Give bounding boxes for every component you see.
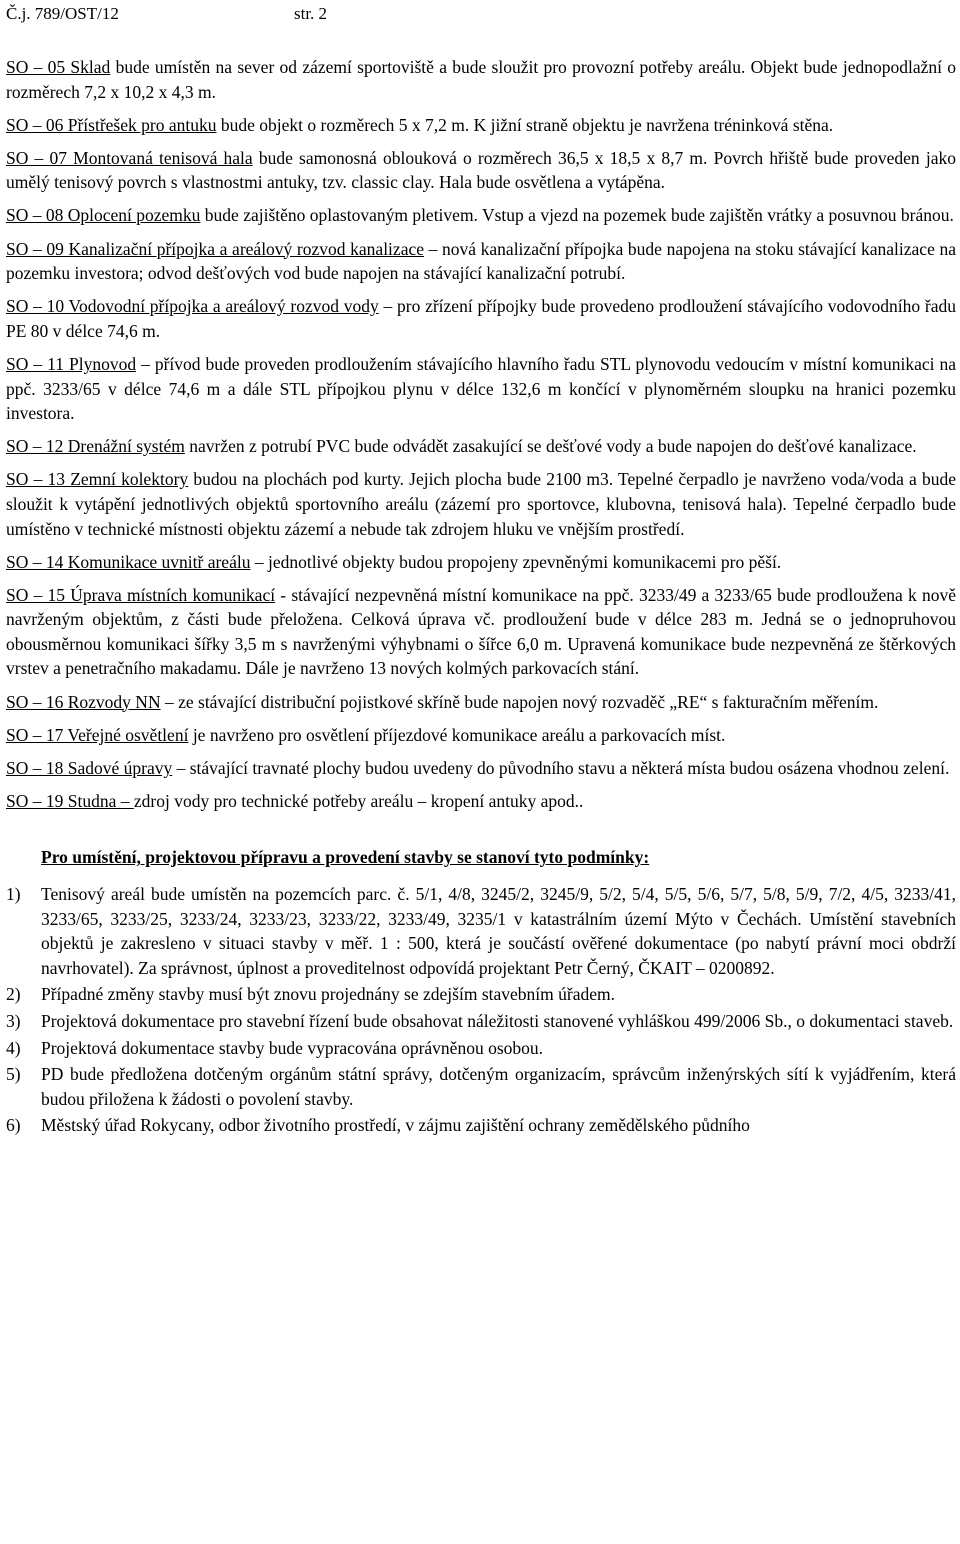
section-so-15: [6, 583, 956, 681]
condition-text: Projektová dokumentace stavby bude vypracována oprávněnou osobou.: [41, 1037, 544, 1058]
section-text: – přívod bude proveden prodloužením stávajícího hlavního řadu STL plynovodu vedoucím v místní komunikaci na ppč. 3233/65 v délce 74,6 m a dále STL přípojkou plynu v délce 132,6 m končící v plynoměrném sloupku na hranici pozemku investora.: [6, 353, 956, 424]
section-title: SO – 07 Montovaná tenisová hala: [6, 147, 253, 168]
section-text: – ze stávající distribuční pojistkové skříně bude napojen nový rozvaděč „RE“ s fakturačním měřením.: [160, 691, 879, 712]
section-so-05: [6, 55, 956, 104]
section-text: bude objekt o rozměrech 5 x 7,2 m. K jižní straně objektu je navržena tréninková stěna.: [216, 114, 834, 135]
document-body: [6, 55, 956, 1140]
conditions-heading: Pro umístění, projektovou přípravu a provedení stavby se stanoví tyto podmínky:: [41, 847, 650, 868]
condition-number: 5): [6, 1064, 21, 1085]
condition-item: [6, 1113, 956, 1138]
section-text: bude samonosná oblouková o rozměrech 36,5 x 18,5 x 8,7 m. Povrch hřiště bude proveden jako umělý tenisový povrch s vlastnostmi antuky, tzv. classic clay. Hala bude osvětlena a vytápěna.: [6, 147, 956, 193]
section-title: SO – 19 Studna –: [6, 790, 134, 811]
section-so-17: [6, 723, 956, 748]
section-title: SO – 13 Zemní kolektory: [6, 469, 189, 490]
condition-number: 2): [6, 984, 21, 1005]
document-reference: Č.j. 789/OST/12: [6, 4, 119, 23]
section-so-14: [6, 550, 956, 575]
section-so-08: [6, 203, 956, 228]
section-so-12: [6, 434, 956, 459]
condition-number: 6): [6, 1115, 21, 1136]
section-so-18: [6, 756, 956, 781]
section-title: SO – 11 Plynovod: [6, 353, 137, 374]
section-title: SO – 17 Veřejné osvětlení: [6, 724, 189, 745]
section-so-07: [6, 146, 956, 195]
condition-item: [6, 982, 956, 1007]
section-text: bude umístěn na sever od zázemí sportoviště a bude sloužit pro provozní potřeby areálu. Objekt bude jednopodlažní o rozměrech 7,2 x 10,2 x 4,3 m.: [6, 57, 957, 102]
condition-text: Městský úřad Rokycany, odbor životního prostředí, v zájmu zajištění ochrany zemědělského půdního: [41, 1115, 750, 1136]
condition-item: [6, 1036, 956, 1061]
section-text: – jednotlivé objekty budou propojeny zpevněnými komunikacemi pro pěší.: [250, 551, 782, 572]
condition-text: Případné změny stavby musí být znovu projednány se zdejším stavebním úřadem.: [41, 984, 615, 1005]
section-text: je navrženo pro osvětlení příjezdové komunikace areálu a parkovacích míst.: [188, 724, 726, 745]
section-text: – pro zřízení přípojky bude provedeno prodloužení stávajícího vodovodního řadu PE 80 v délce 74,6 m.: [6, 296, 956, 341]
section-so-10: [6, 294, 956, 343]
section-text: zdroj vody pro technické potřeby areálu – kropení antuky apod..: [133, 790, 584, 811]
section-title: SO – 09 Kanalizační přípojka a areálový rozvod kanalizace: [6, 238, 424, 259]
section-so-19: [6, 789, 956, 814]
page-header: [6, 4, 328, 24]
section-title: SO – 05 Sklad: [6, 57, 111, 77]
condition-number: 1): [6, 884, 21, 905]
section-so-11: [6, 352, 956, 426]
condition-number: 4): [6, 1037, 21, 1058]
section-so-16: [6, 690, 956, 715]
condition-item: [6, 1009, 956, 1034]
section-text: budou na plochách pod kurty. Jejich plocha bude 2100 m3. Tepelné čerpadlo je navrženo voda/voda a bude sloužit k vytápění jednotlivých objektů sportovního areálu (zázemí pro sportovce, klubovna, tenisová hala). Tepelné čerpadlo bude umístěno v technické místnosti objektu zázemí a nebude tak zdrojem hluku ve vnějším prostředí.: [6, 469, 957, 539]
section-text: – nová kanalizační přípojka bude napojena na stoku stávající kanalizace na pozemku investora; odvod dešťových vod bude napojen na stávající kanalizační potrubí.: [6, 238, 956, 284]
condition-item: [6, 1062, 956, 1111]
condition-text: Projektová dokumentace pro stavební řízení bude obsahovat náležitosti stanovené vyhláškou 499/2006 Sb., o dokumentaci staveb.: [41, 1011, 954, 1031]
section-title: SO – 14 Komunikace uvnitř areálu: [6, 551, 251, 572]
condition-number: 3): [6, 1011, 21, 1031]
section-text: – stávající travnaté plochy budou uvedeny do původního stavu a některá místa budou osázena vhodnou zelení.: [172, 757, 950, 778]
section-text: navržen z potrubí PVC bude odvádět zasakující se dešťové vody a bude napojen do dešťové kanalizace.: [184, 436, 917, 457]
section-so-13: [6, 467, 956, 541]
page-number: str. 2: [294, 4, 328, 23]
condition-item: [6, 882, 956, 980]
section-title: SO – 08 Oplocení pozemku: [6, 205, 201, 226]
section-title: SO – 06 Přístřešek pro antuku: [6, 114, 217, 135]
section-text: bude zajištěno oplastovaným pletivem. Vstup a vjezd na pozemek bude zajištěn vrátky a posuvnou bránou.: [200, 205, 954, 226]
section-title: SO – 16 Rozvody NN: [6, 691, 161, 712]
section-title: SO – 12 Drenážní systém: [6, 436, 185, 457]
section-so-06: [6, 113, 956, 138]
condition-text: PD bude předložena dotčeným orgánům státní správy, dotčeným organizacím, správcům inženýrských sítí k vyjádřením, která budou přiložena k žádosti o povolení stavby.: [41, 1064, 956, 1109]
section-so-09: [6, 237, 956, 286]
section-text: - stávající nezpevněná místní komunikace na ppč. 3233/49 a 3233/65 bude prodloužena k nově navrženým objektům, z části bude přeložena. Celková úprava vč. prodloužení bude v délce 283 m. Jedná se o jednopruhovou obousměrnou komunikaci šířky 3,5 m s navrženými výhybnami o šířce 6,0 m. Upravená komunikace bude nezpevněná ze štěrkových vrstev a penetračního makadamu. Dále je navrženo 13 nových kolmých parkovacích stání.: [6, 584, 957, 679]
section-title: SO – 10 Vodovodní přípojka a areálový rozvod vody: [6, 296, 379, 317]
section-title: SO – 18 Sadové úpravy: [6, 757, 173, 778]
condition-text: Tenisový areál bude umístěn na pozemcích parc. č. 5/1, 4/8, 3245/2, 3245/9, 5/2, 5/4, 5/5, 5/6, 5/7, 5/8, 5/9, 7/2, 4/5, 3233/41, 3233/65, 3233/25, 3233/24, 3233/23, 3233/22, 3233/49, 3235/1 v katastrálním území Mýto v Čechách. Umístění stavebních objektů je zakresleno v situaci stavby v měř. 1 : 500, která je součástí ověřené dokumentace (po nabytí právní moci obdrží navrhovatel). Za správnost, úplnost a proveditelnost odpovídá projektant Petr Černý, ČKAIT – 0200892.: [41, 884, 956, 978]
section-title: SO – 15 Úprava místních komunikací: [6, 584, 276, 605]
